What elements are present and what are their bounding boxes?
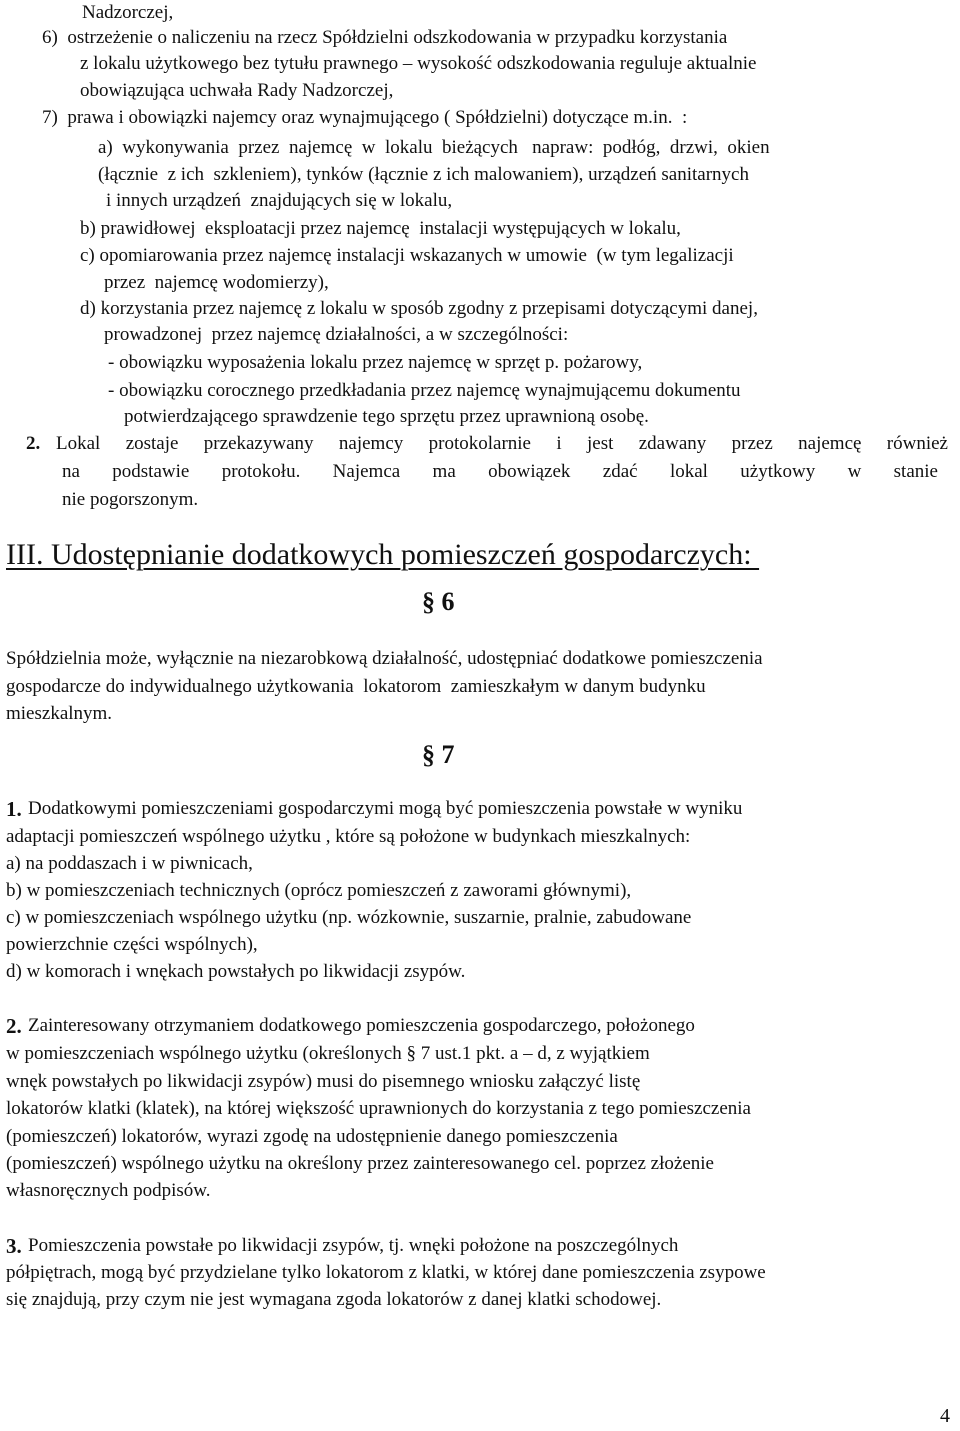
point-2-line-2: na podstawie protokołu. Najemca ma obowiązek zdać lokal użytkowy w stanie	[62, 461, 938, 482]
item-7d-line-1: d) korzystania przez najemcę z lokalu w sposób zgodny z przepisami dotyczącymi danej,	[80, 298, 758, 319]
item-7-heading: 7) prawa i obowiązki najemcy oraz wynajmującego ( Spółdzielni) dotyczące m.in. :	[42, 107, 688, 128]
item-7d-bullet-2: - obowiązku corocznego przedkładania przez najemcę wynajmującemu dokumentu	[108, 380, 741, 401]
section-3-point-1-line-2: adaptacji pomieszczeń wspólnego użytku , które są położone w budynkach mieszkalnych:	[6, 826, 691, 847]
point-2-number: 2.	[26, 433, 41, 454]
paragraph-6-line-2: gospodarcze do indywidualnego użytkowania lokatorom zamieszkałym w danym budynku	[6, 676, 706, 697]
section-3-point-2-number: 2.	[6, 1014, 22, 1038]
item-7d-line-2: prowadzonej przez najemcę działalności, a w szczególności:	[104, 324, 569, 345]
point-2-line-3: nie pogorszonym.	[62, 489, 199, 510]
paragraph-6-mark: § 6	[422, 587, 455, 616]
section-3-point-1-line-6: powierzchnie części wspólnych),	[6, 934, 258, 955]
section-3-point-3-line-1: Pomieszczenia powstałe po likwidacji zsypów, tj. wnęki położone na poszczególnych	[28, 1235, 679, 1256]
point-2-line-1: Lokal zostaje przekazywany najemcy protokolarnie i jest zdawany przez najemcę również	[56, 433, 948, 454]
item-6-line-3: obowiązująca uchwała Rady Nadzorczej,	[80, 80, 394, 101]
section-3-point-1-line-5: c) w pomieszczeniach wspólnego użytku (np. wózkownie, suszarnie, pralnie, zabudowane	[6, 907, 692, 928]
paragraph-6-line-1: Spółdzielnia może, wyłącznie na niezarobkową działalność, udostępniać dodatkowe pomieszczenia	[6, 648, 763, 669]
section-3-point-3-number: 3.	[6, 1234, 22, 1258]
section-3-point-3-line-2: półpiętrach, mogą być przydzielane tylko lokatorom z klatki, w której dane pomieszczenia zsypowe	[6, 1262, 766, 1283]
section-3-point-1-line-4: b) w pomieszczeniach technicznych (oprócz pomieszczeń z zaworami głównymi),	[6, 880, 632, 901]
section-3-point-1-line-1: Dodatkowymi pomieszczeniami gospodarczymi mogą być pomieszczenia powstałe w wyniku	[28, 798, 743, 819]
item-7c-line-2: przez najemcę wodomierzy),	[104, 272, 329, 293]
item-7c-line-1: c) opomiarowania przez najemcę instalacji wskazanych w umowie (w tym legalizacji	[80, 245, 734, 266]
section-3-point-2-line-5: (pomieszczeń) lokatorów, wyrazi zgodę na udostępnienie danego pomieszczenia	[6, 1126, 618, 1147]
item-7a-line-2: (łącznie z ich szkleniem), tynków (łącznie z ich malowaniem), urządzeń sanitarnych	[98, 164, 749, 185]
item-7d-bullet-2-cont: potwierdzającego sprawdzenie tego sprzętu przez uprawnioną osobę.	[124, 406, 649, 427]
section-3-point-2-line-4: lokatorów klatki (klatek), na której większość uprawnionych do korzystania z tego pomieszczenia	[6, 1098, 751, 1119]
item-7a-line-3: i innych urządzeń znajdujących się w lokalu,	[106, 190, 453, 211]
item-7a-line-1: a) wykonywania przez najemcę w lokalu bieżących napraw: podłóg, drzwi, okien	[98, 137, 770, 158]
section-3-point-1-line-3: a) na poddaszach i w piwnicach,	[6, 853, 253, 874]
section-3-point-2-line-3: wnęk powstałych po likwidacji zsypów) musi do pisemnego wniosku załączyć listę	[6, 1071, 641, 1092]
item-7b: b) prawidłowej eksploatacji przez najemcę instalacji występujących w lokalu,	[80, 218, 681, 239]
section-3-point-2-line-2: w pomieszczeniach wspólnego użytku (określonych § 7 ust.1 pkt. a – d, z wyjątkiem	[6, 1043, 650, 1064]
paragraph-6-line-3: mieszkalnym.	[6, 703, 113, 724]
item-6-line-2: z lokalu użytkowego bez tytułu prawnego – wysokość odszkodowania reguluje aktualnie	[80, 53, 757, 74]
item-7d-bullet-1: - obowiązku wyposażenia lokalu przez najemcę w sprzęt p. pożarowy,	[108, 352, 643, 373]
text-line-nadzorczej: Nadzorczej,	[82, 2, 174, 23]
paragraph-7-mark: § 7	[422, 740, 455, 769]
section-3-heading: III. Udostępnianie dodatkowych pomieszczeń gospodarczych:	[6, 538, 760, 571]
page-number: 4	[940, 1405, 950, 1427]
section-3-point-3-line-3: się znajdują, przy czym nie jest wymagana zgoda lokatorów z danej klatki schodowej.	[6, 1289, 662, 1310]
section-3-point-2-line-1: Zainteresowany otrzymaniem dodatkowego pomieszczenia gospodarczego, położonego	[28, 1015, 695, 1036]
section-3-point-2-line-6: (pomieszczeń) wspólnego użytku na określony przez zainteresowanego cel. poprzez złożenie	[6, 1153, 714, 1174]
section-3-point-2-line-7: własnoręcznych podpisów.	[6, 1180, 211, 1201]
item-6-line-1: 6) ostrzeżenie o naliczeniu na rzecz Spółdzielni odszkodowania w przypadku korzystania	[42, 27, 728, 48]
section-3-point-1-number: 1.	[6, 797, 22, 821]
section-3-point-1-line-7: d) w komorach i wnękach powstałych po likwidacji zsypów.	[6, 961, 466, 982]
